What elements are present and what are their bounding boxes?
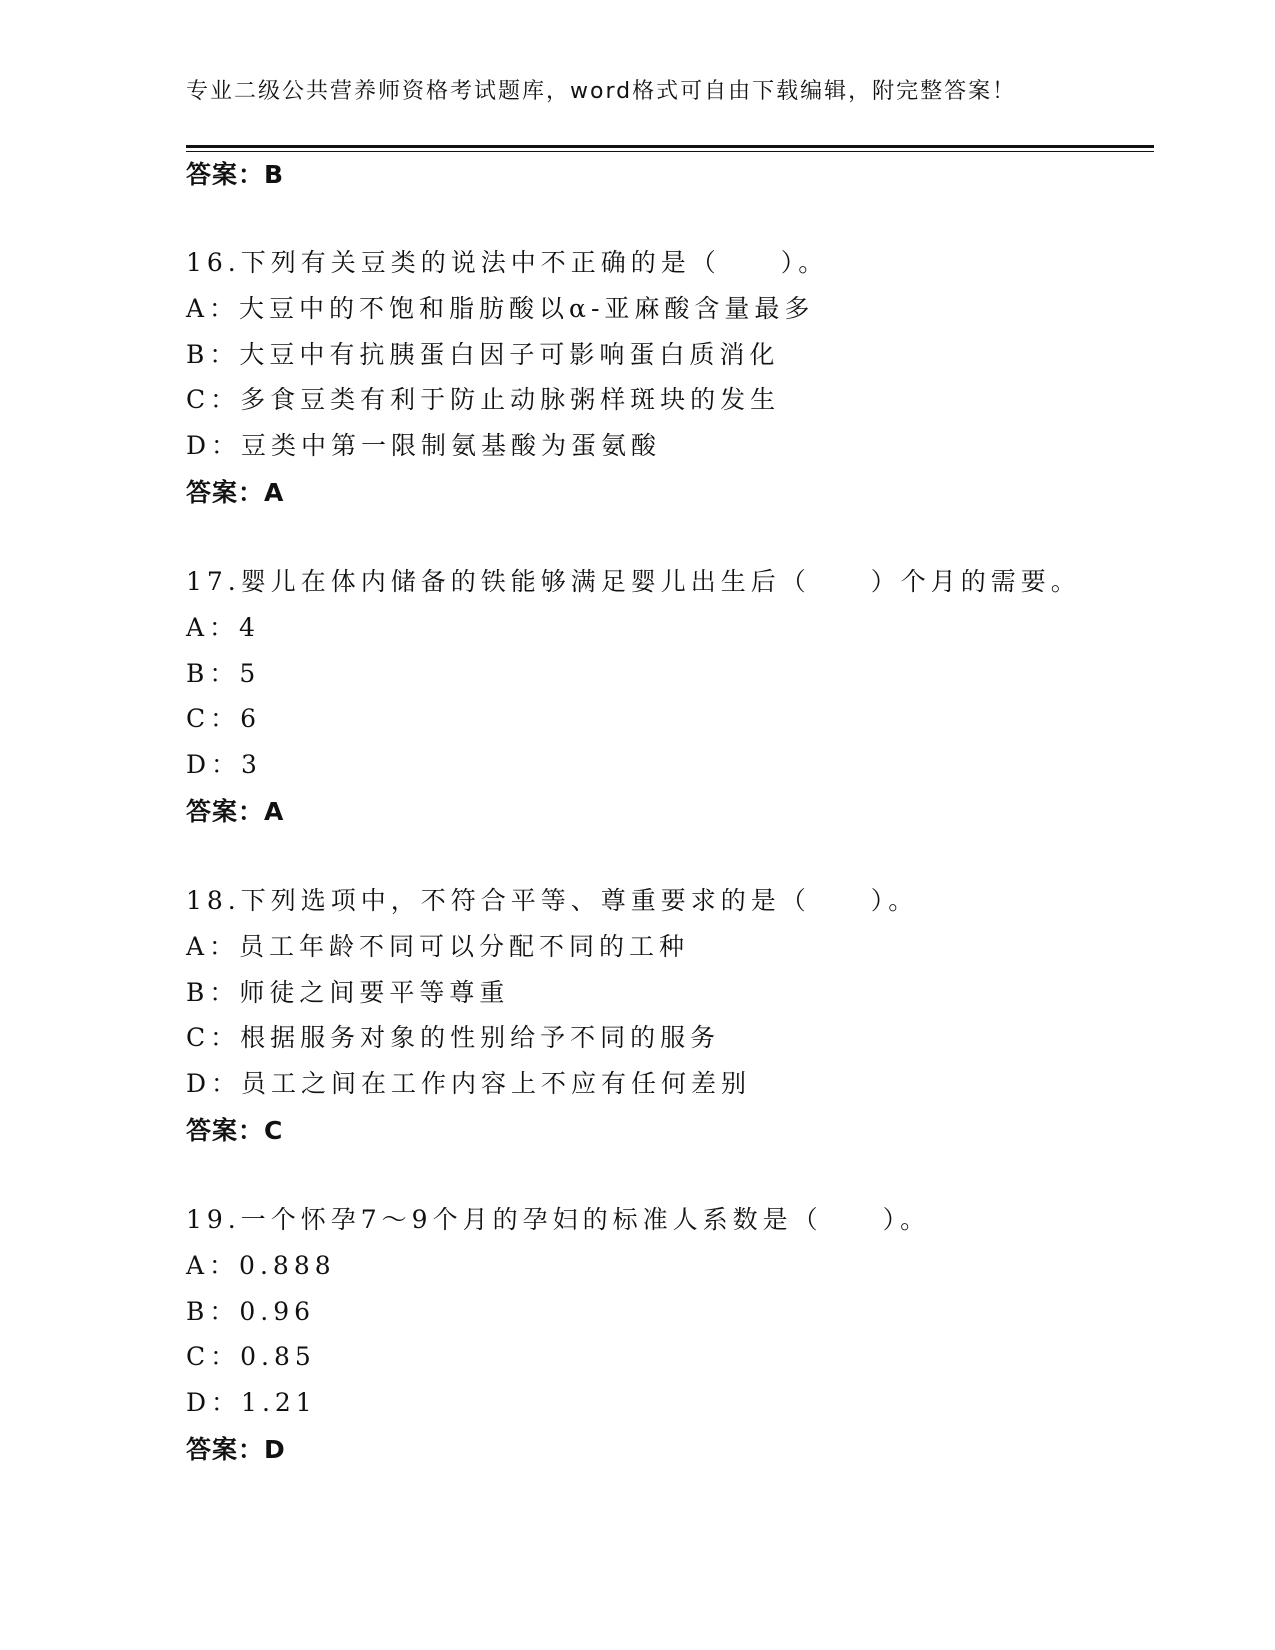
option-a: A：0.888 (186, 1251, 336, 1280)
option-b: B：5 (186, 659, 261, 688)
option-d: D：豆类中第一限制氨基酸为蛋氨酸 (186, 431, 662, 460)
question-stem: 19.一个怀孕7～9个月的孕妇的标准人系数是（ ）。 (186, 1205, 931, 1234)
option-d: D：员工之间在工作内容上不应有任何差别 (186, 1069, 752, 1098)
option-a: A：4 (186, 613, 260, 642)
option-c: C：6 (186, 704, 262, 733)
option-a: A：员工年龄不同可以分配不同的工种 (186, 932, 690, 961)
header-rule-thin (186, 151, 1154, 152)
question-stem: 18.下列选项中，不符合平等、尊重要求的是（ ）。 (186, 886, 919, 915)
option-c: C：根据服务对象的性别给予不同的服务 (186, 1023, 721, 1052)
previous-answer: 答案：B (186, 160, 285, 189)
answer: 答案：D (186, 1435, 286, 1464)
option-d: D：3 (186, 750, 262, 779)
option-b: B：师徒之间要平等尊重 (186, 978, 510, 1007)
question-stem: 17.婴儿在体内储备的铁能够满足婴儿出生后（ ）个月的需要。 (186, 567, 1081, 596)
header-rule-thick (186, 145, 1154, 148)
option-c: C：多食豆类有利于防止动脉粥样斑块的发生 (186, 385, 781, 414)
option-a: A：大豆中的不饱和脂肪酸以α-亚麻酸含量最多 (186, 294, 815, 323)
option-c: C：0.85 (186, 1342, 316, 1371)
answer: 答案：A (186, 797, 285, 826)
question-stem: 16.下列有关豆类的说法中不正确的是（ ）。 (186, 248, 829, 277)
option-d: D：1.21 (186, 1388, 317, 1417)
page-header: 专业二级公共营养师资格考试题库，word格式可自由下载编辑，附完整答案！ (186, 79, 1017, 104)
option-b: B：0.96 (186, 1297, 316, 1326)
answer: 答案：A (186, 478, 285, 507)
option-b: B：大豆中有抗胰蛋白因子可影响蛋白质消化 (186, 340, 780, 369)
answer: 答案：C (186, 1116, 284, 1145)
